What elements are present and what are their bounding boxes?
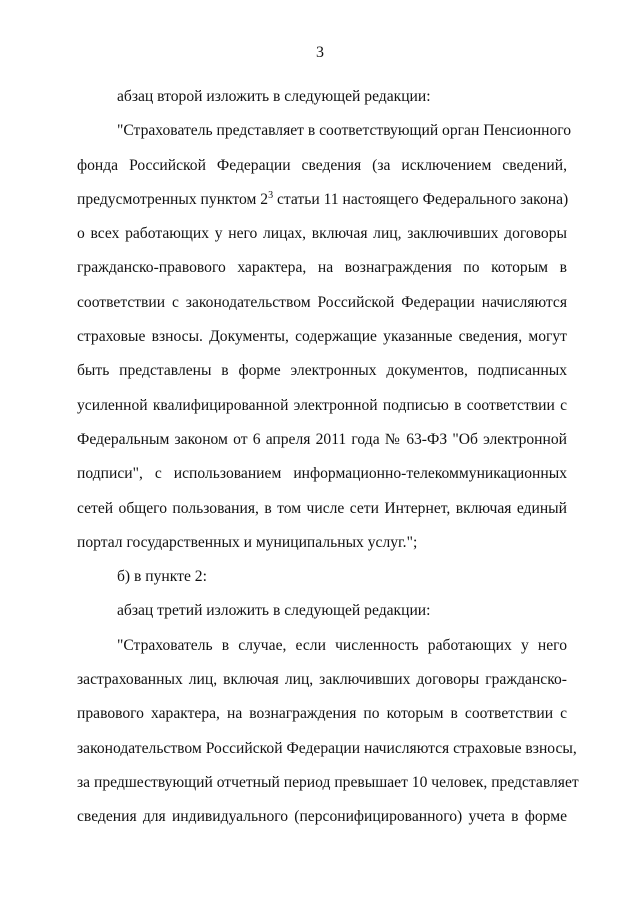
text-line: фонда Российской Федерации сведения (за исключением сведений, <box>77 156 567 174</box>
paragraph-quoted-1 <box>77 114 572 560</box>
page-number: 3 <box>316 44 324 61</box>
text-line: законодательством Российской Федерации начисляются страховые взносы, <box>77 739 577 757</box>
text-line: сетей общего пользования, в том числе сети Интернет, включая единый <box>77 499 567 517</box>
text-line: портал государственных и муниципальных услуг."; <box>77 533 418 551</box>
text-fragment: статьи 11 настоящего Федерального закона) <box>273 190 569 208</box>
text-fragment: предусмотренных пунктом 2 <box>77 190 269 208</box>
text-line: правового характера, на вознаграждения по которым в соответствии с <box>77 705 567 723</box>
paragraph-instruction-2: абзац третий изложить в следующей редакции: <box>117 602 431 620</box>
text-line: за предшествующий отчетный период превышает 10 человек, представляет <box>77 773 579 791</box>
text-line: о всех работающих у него лицах, включая лиц, заключивших договоры <box>77 225 567 243</box>
paragraph-instruction-1: абзац второй изложить в следующей редакции: <box>117 88 431 105</box>
text-line: Федеральным законом от 6 апреля 2011 года № 63-ФЗ "Об электронной <box>77 430 567 448</box>
text-line: "Страхователь представляет в соответствующий орган Пенсионного <box>117 122 572 140</box>
superscript: 3 <box>268 189 274 201</box>
text-line: застрахованных лиц, включая лиц, заключивших договоры гражданско- <box>77 671 567 689</box>
text-line: подписи", с использованием информационно-телекоммуникационных <box>77 465 567 483</box>
text-line: страховые взносы. Документы, содержащие указанные сведения, могут <box>77 328 567 346</box>
document-body <box>77 80 579 835</box>
paragraph-quoted-2 <box>77 629 579 835</box>
text-line: "Страхователь в случае, если численность работающих у него <box>117 636 567 654</box>
text-line: усиленной квалифицированной электронной подписью в соответствии с <box>77 396 567 414</box>
paragraph-subitem: б) в пункте 2: <box>117 568 207 586</box>
text-line: сведения для индивидуального (персонифицированного) учета в форме <box>77 808 567 826</box>
text-line <box>77 183 567 217</box>
text-line: быть представлены в форме электронных документов, подписанных <box>77 362 567 380</box>
text-line: гражданско-правового характера, на вознаграждения по которым в <box>77 259 567 277</box>
text-line: соответствии с законодательством Российской Федерации начисляются <box>77 293 567 311</box>
